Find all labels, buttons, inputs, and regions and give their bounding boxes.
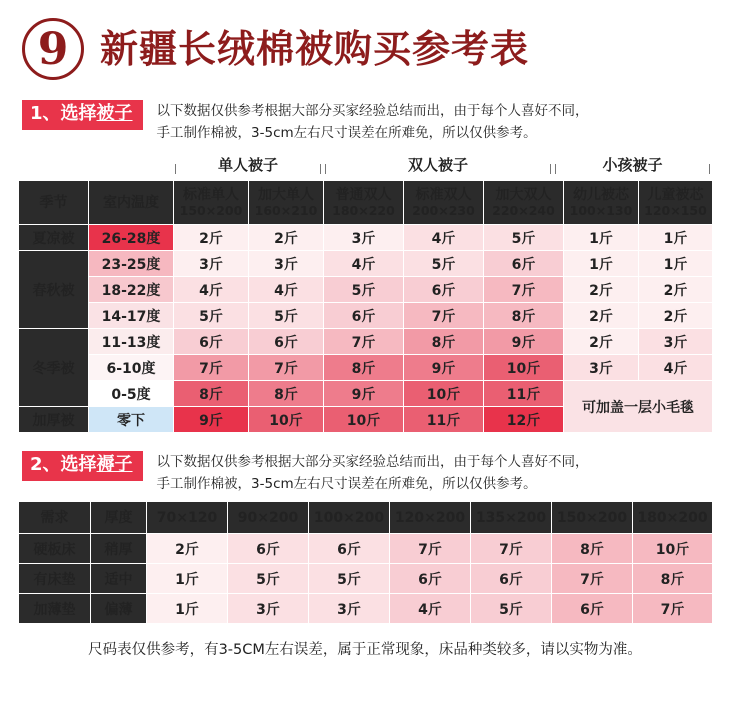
- table2-header-cell-3: 90×200: [228, 502, 309, 534]
- table-row: [19, 329, 713, 355]
- weight-cell: 3斤: [564, 355, 639, 381]
- table-row: [19, 225, 713, 251]
- weight-cell: 4斤: [404, 225, 484, 251]
- weight-cell: 9斤: [174, 407, 249, 433]
- thickness-label-cell: 稍厚: [91, 534, 147, 564]
- weight-cell: 10斤: [484, 355, 564, 381]
- table2-header-cell-6: 135×200: [471, 502, 552, 534]
- group-caption-single: [173, 152, 323, 176]
- section-note-2-line1: 以下数据仅供参考根据大部分买家经验总结而出，由于每个人喜好不同，: [156, 454, 589, 471]
- weight-cell: 7斤: [633, 594, 713, 624]
- weight-cell: 8斤: [174, 381, 249, 407]
- table-row: [19, 355, 713, 381]
- table2-header-cell-4: 100×200: [309, 502, 390, 534]
- group-caption-row: [0, 152, 730, 178]
- weight-cell: 10斤: [404, 381, 484, 407]
- thickness-label-cell: 偏薄: [91, 594, 147, 624]
- quilt-weight-table: [18, 180, 713, 433]
- weight-cell: 6斤: [552, 594, 633, 624]
- group-caption-double-label: 双人被子: [400, 154, 476, 175]
- need-label-cell: 有床垫: [19, 564, 91, 594]
- group-caption-double: [323, 152, 553, 176]
- weight-cell: 5斤: [484, 225, 564, 251]
- table-row: [19, 564, 713, 594]
- weight-cell: 8斤: [552, 534, 633, 564]
- weight-cell: 6斤: [404, 277, 484, 303]
- season-label-cell: 夏凉被: [19, 225, 89, 251]
- weight-cell: 7斤: [484, 277, 564, 303]
- section-note-2-line2: 手工制作棉被，3-5cm左右尺寸误差在所难免，所以仅供参考。: [156, 475, 537, 492]
- weight-cell: 7斤: [471, 534, 552, 564]
- weight-cell: 7斤: [404, 303, 484, 329]
- weight-cell: 2斤: [249, 225, 324, 251]
- temperature-cell: 23-25度: [89, 251, 174, 277]
- weight-cell: 2斤: [639, 303, 713, 329]
- need-label-cell: 加薄垫: [19, 594, 91, 624]
- footer-note: 尺码表仅供参考，有3-5CM左右误差，属于正常现象，床品种类较多，请以实物为准。: [88, 642, 642, 659]
- section-note-1-line1: 以下数据仅供参考根据大部分买家经验总结而出，由于每个人喜好不同，: [156, 103, 589, 119]
- section-badge-1-prefix: 1、选择: [30, 103, 97, 124]
- season-label-cell: 冬季被: [19, 329, 89, 407]
- weight-cell: 7斤: [390, 534, 471, 564]
- weight-cell: 4斤: [639, 355, 713, 381]
- weight-cell: 8斤: [484, 303, 564, 329]
- weight-cell: 12斤: [484, 407, 564, 433]
- section-heading-quilt: [22, 100, 730, 144]
- section-badge-2: [22, 451, 143, 481]
- weight-cell: 4斤: [324, 251, 404, 277]
- group-caption-kids-label: 小孩被子: [594, 154, 670, 175]
- weight-cell: 8斤: [404, 329, 484, 355]
- page-title: [0, 0, 730, 86]
- weight-cell: 1斤: [639, 225, 713, 251]
- weight-cell: 6斤: [174, 329, 249, 355]
- weight-cell: 6斤: [390, 564, 471, 594]
- table-row: [19, 381, 713, 407]
- table1-header-cell-7: 幼儿被芯 100×130: [564, 181, 639, 225]
- table2-header-row: [19, 502, 713, 534]
- weight-cell: 1斤: [564, 225, 639, 251]
- table-row: [19, 251, 713, 277]
- section-badge-2-underlined: 褥子: [96, 454, 133, 476]
- weight-cell: 6斤: [484, 251, 564, 277]
- weight-cell: 7斤: [249, 355, 324, 381]
- need-label-cell: 硬板床: [19, 534, 91, 564]
- table2-header-cell-7: 150×200: [552, 502, 633, 534]
- blanket-note-cell: 可加盖一层小毛毯: [564, 381, 713, 433]
- weight-cell: 2斤: [564, 303, 639, 329]
- weight-cell: 11斤: [404, 407, 484, 433]
- table1-header-cell-4: 普通双人 180×220: [324, 181, 404, 225]
- section-note-1-line2: 手工制作棉被，3-5cm左右尺寸误差在所难免，所以仅供参考。: [156, 124, 537, 141]
- thickness-label-cell: 适中: [91, 564, 147, 594]
- section-heading-mattress: [22, 451, 730, 495]
- weight-cell: 10斤: [324, 407, 404, 433]
- weight-cell: 8斤: [324, 355, 404, 381]
- weight-cell: 9斤: [484, 329, 564, 355]
- table2-header-cell-5: 120×200: [390, 502, 471, 534]
- weight-cell: 1斤: [147, 594, 228, 624]
- temperature-cell: 26-28度: [89, 225, 174, 251]
- table-row: [19, 277, 713, 303]
- weight-cell: 9斤: [404, 355, 484, 381]
- weight-cell: 1斤: [147, 564, 228, 594]
- temperature-cell: 14-17度: [89, 303, 174, 329]
- section-note-1: [157, 100, 589, 144]
- weight-cell: 4斤: [249, 277, 324, 303]
- title-text: 新疆长绒棉被购买参考表: [100, 27, 530, 71]
- weight-cell: 3斤: [174, 251, 249, 277]
- group-caption-kids: [553, 152, 712, 176]
- weight-cell: 5斤: [249, 303, 324, 329]
- weight-cell: 5斤: [404, 251, 484, 277]
- weight-cell: 3斤: [249, 251, 324, 277]
- weight-cell: 5斤: [471, 594, 552, 624]
- weight-cell: 1斤: [639, 251, 713, 277]
- table1-header-cell-6: 加大双人 220×240: [484, 181, 564, 225]
- weight-cell: 5斤: [174, 303, 249, 329]
- temperature-cell: 6-10度: [89, 355, 174, 381]
- weight-cell: 7斤: [174, 355, 249, 381]
- weight-cell: 8斤: [633, 564, 713, 594]
- table2-header-cell-2: 70×120: [147, 502, 228, 534]
- table-header-row: [19, 181, 713, 225]
- table1-header-cell-8: 儿童被芯 120×150: [639, 181, 713, 225]
- weight-cell: 3斤: [639, 329, 713, 355]
- weight-cell: 11斤: [484, 381, 564, 407]
- table-row: [19, 534, 713, 564]
- table-row: [19, 594, 713, 624]
- weight-cell: 2斤: [174, 225, 249, 251]
- weight-cell: 5斤: [324, 277, 404, 303]
- weight-cell: 2斤: [564, 329, 639, 355]
- table2-header-cell-1: 厚度: [91, 502, 147, 534]
- weight-cell: 3斤: [309, 594, 390, 624]
- weight-cell: 6斤: [324, 303, 404, 329]
- table1-header-cell-1: 室内温度: [89, 181, 174, 225]
- table1-header-cell-0: 季节: [19, 181, 89, 225]
- weight-cell: 6斤: [309, 534, 390, 564]
- table1-header-cell-3: 加大单人 160×210: [249, 181, 324, 225]
- table2-header-cell-8: 180×200: [633, 502, 713, 534]
- weight-cell: 5斤: [228, 564, 309, 594]
- temperature-cell: 18-22度: [89, 277, 174, 303]
- weight-cell: 6斤: [471, 564, 552, 594]
- weight-cell: 5斤: [309, 564, 390, 594]
- title-number-badge: 9: [22, 18, 84, 80]
- section-badge-1: [22, 100, 143, 130]
- weight-cell: 1斤: [564, 251, 639, 277]
- weight-cell: 2斤: [564, 277, 639, 303]
- table1-header-cell-2: 标准单人 150×200: [174, 181, 249, 225]
- weight-cell: 6斤: [249, 329, 324, 355]
- weight-cell: 6斤: [228, 534, 309, 564]
- weight-cell: 2斤: [147, 534, 228, 564]
- section-badge-1-underlined: 被子: [96, 103, 133, 124]
- table1-body: [19, 225, 713, 433]
- section-note-2: [157, 451, 589, 495]
- weight-cell: 10斤: [249, 407, 324, 433]
- weight-cell: 10斤: [633, 534, 713, 564]
- section-badge-2-prefix: 2、选择: [30, 454, 97, 476]
- weight-cell: 3斤: [228, 594, 309, 624]
- weight-cell: 7斤: [324, 329, 404, 355]
- weight-cell: 4斤: [174, 277, 249, 303]
- mattress-weight-table: [18, 501, 713, 624]
- table1-header-cell-5: 标准双人 200×230: [404, 181, 484, 225]
- season-label-cell: 春秋被: [19, 251, 89, 329]
- weight-cell: 2斤: [639, 277, 713, 303]
- table-row: [19, 303, 713, 329]
- temperature-cell: 11-13度: [89, 329, 174, 355]
- weight-cell: 4斤: [390, 594, 471, 624]
- season-label-cell: 加厚被: [19, 407, 89, 433]
- weight-cell: 7斤: [552, 564, 633, 594]
- group-caption-single-label: 单人被子: [210, 154, 286, 175]
- temperature-cell: 0-5度: [89, 381, 174, 407]
- table2-header-cell-0: 需求: [19, 502, 91, 534]
- weight-cell: 3斤: [324, 225, 404, 251]
- weight-cell: 9斤: [324, 381, 404, 407]
- temperature-cell: 零下: [89, 407, 174, 433]
- weight-cell: 8斤: [249, 381, 324, 407]
- table2-body: [19, 534, 713, 624]
